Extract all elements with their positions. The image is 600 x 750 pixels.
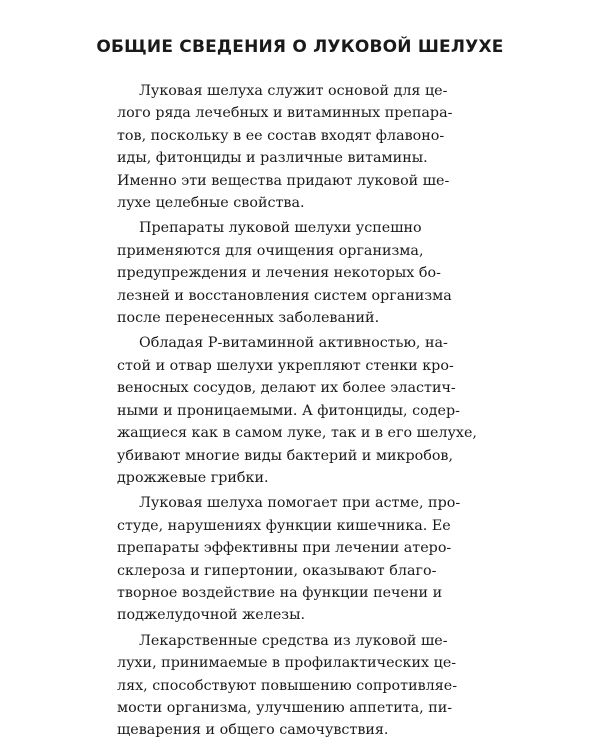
paragraph-4: [117, 492, 461, 626]
paragraph-line: стой и отвар шелухи укрепляют стенки кро-: [117, 357, 454, 374]
paragraph-line: иды, фитонциды и различные витамины.: [117, 150, 428, 167]
paragraph-line: убивают многие виды бактерий и микробов,: [117, 447, 454, 464]
paragraph-line: лезней и восстановления систем организма: [117, 287, 452, 304]
paragraph-line: жащиеся как в самом луке, так и в его шелухе,: [117, 425, 477, 442]
paragraph-line: Лекарственные средства из луковой ше-: [139, 632, 448, 649]
paragraph-line: студе, нарушениях функции кишечника. Ее: [117, 517, 451, 534]
paragraph-line: Обладая Р-витаминной активностью, на-: [139, 335, 448, 352]
paragraph-line: лухи, принимаемые в профилактических це-: [117, 655, 457, 672]
paragraph-line: предупреждения и лечения некоторых бо-: [117, 265, 441, 282]
paragraph-line: мости организма, улучшению аппетита, пи-: [117, 699, 453, 716]
paragraph-5: [117, 630, 458, 742]
paragraph-line: дрожжевые грибки.: [117, 469, 269, 486]
paragraph-line: веносных сосудов, делают их более эластич-: [117, 380, 456, 397]
paragraph-line: Именно эти вещества придают луковой ше-: [117, 172, 450, 189]
paragraph-line: творное воздействие на функции печени и: [117, 584, 443, 601]
body-text: [117, 80, 477, 742]
paragraph-line: Луковая шелуха служит основой для це-: [139, 83, 448, 99]
paragraph-line: применяются для очищения организма,: [117, 242, 424, 259]
paragraph-1: [117, 80, 453, 214]
paragraph-line: после перенесенных заболеваний.: [117, 310, 380, 327]
paragraph-2: [117, 217, 452, 329]
paragraph-line: Луковая шелуха помогает при астме, про-: [139, 495, 461, 512]
paragraph-line: лях, способствуют повышению сопротивляе-: [117, 677, 458, 694]
paragraph-line: Препараты луковой шелухи успешно: [139, 220, 422, 237]
paragraph-3: [117, 332, 477, 489]
paragraph-line: лого ряда лечебных и витаминных препара-: [117, 105, 453, 122]
paragraph-line: ными и проницаемыми. А фитонциды, содер-: [117, 402, 460, 419]
page-title: ОБЩИЕ СВЕДЕНИЯ О ЛУКОВОЙ ШЕЛУХЕ: [96, 37, 504, 57]
paragraph-line: тов, поскольку в ее состав входят флавоно-: [117, 127, 445, 144]
paragraph-line: щеварения и общего самочувствия.: [117, 722, 389, 739]
paragraph-line: лухе целебные свойства.: [117, 195, 305, 212]
paragraph-line: препараты эффективны при лечении атеро-: [117, 540, 452, 557]
paragraph-line: поджелудочной железы.: [117, 607, 305, 624]
paragraph-line: склероза и гипертонии, оказывают благо-: [117, 562, 437, 579]
